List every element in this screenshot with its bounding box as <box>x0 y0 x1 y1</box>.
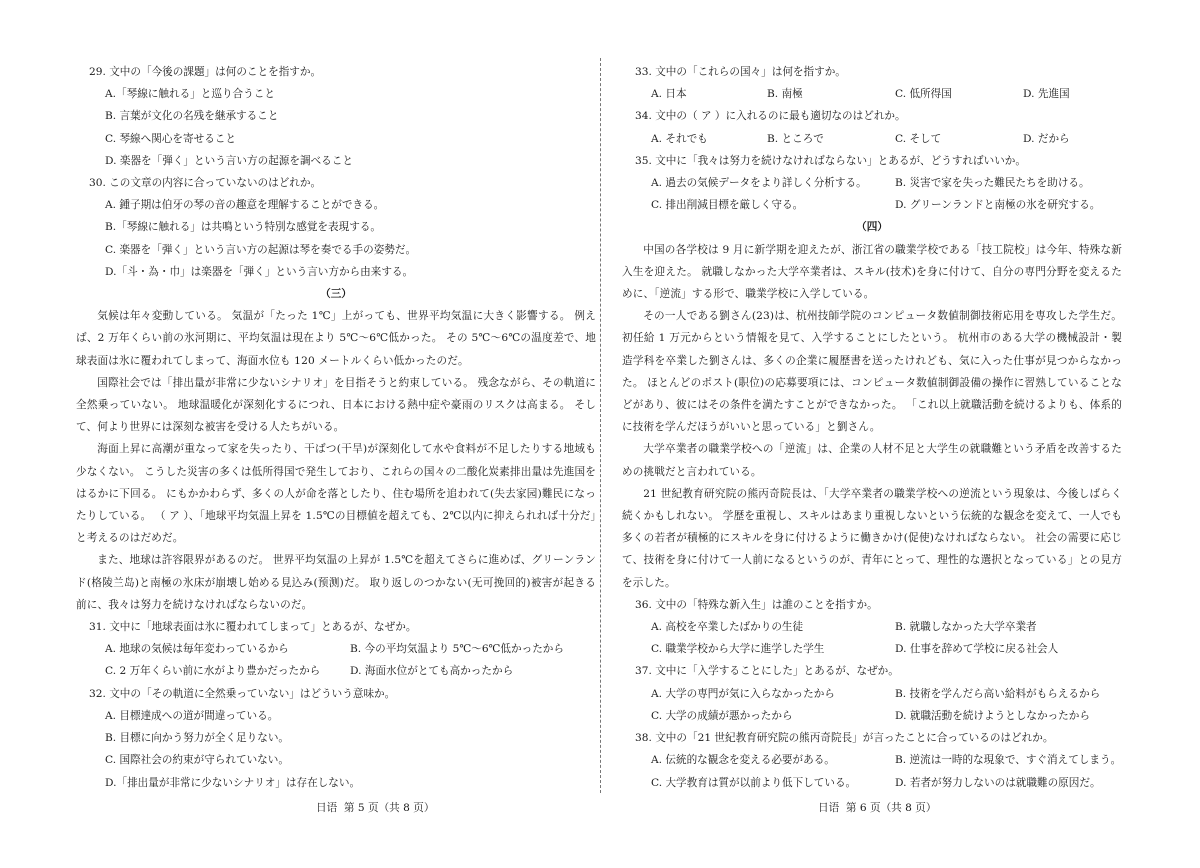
option-34a: A. それでも <box>651 132 708 145</box>
option-36b: B. 就職しなかった大学卒業者 <box>895 621 1037 634</box>
options-35-row-2 <box>622 194 1122 216</box>
passage-3-paragraph-4: また、地球は許容限界があるのだ。 世界平均気温の上昇が 1.5℃を超えてさらに進めば、グリーンランド(格陵兰岛)と南極の氷床が崩壊し始める見込み(预测)だ。 取り返しのつかない(无可挽回的)被害が起きる前に、我々は努力を続けなければならないのだ。 <box>76 554 596 611</box>
option-31c: C. 2 万年くらい前に水がより豊かだったから <box>105 665 321 678</box>
option-38b: B. 逆流は一時的な現象で、すぐ消えてしまう。 <box>895 754 1122 767</box>
passage-3-paragraph-3: 海面上昇に高潮が重なって家を失ったり、干ばつ(干旱)が深刻化して水や食料が不足したりする地域も少なくない。 こうした災害の多くは低所得国で発生しており、これらの国々の二酸化炭素排出量は先進国をはるかに下回る。 にもかかわらず、多くの人が命を落としたり、住む場所を追われて(失去家园)難民になったりしている。 （ ア ）、「地球平均気温上昇を 1.5℃の目標値を超えても、2℃以内に抑えられれば十分だ」と考えるのはだめだ。 <box>76 443 596 545</box>
options-33 <box>622 83 1122 105</box>
options-38-row-2 <box>622 772 1122 794</box>
left-page-column <box>76 0 596 868</box>
passage-4-paragraph-2: その一人である劉さん(23)は、杭州技師学院のコンピュータ数値制御技術応用を専攻した学生だ。初任給 1 万元からという情報を見て、入学することにしたという。 杭州市のある大学の機械設計・製造学科を卒業した劉さんは、多くの企業に履歴書を送ったけれども、気に入った仕事が見つからなかった。 ほとんどのポスト(职位)の応募要項には、コンピュータ数値制御設備の操作に習熟していることなどがあり、彼にはその条件を満たすことができなかった。 「これ以上就職活動を続けるよりも、体系的に技術を学んだほうがいいと思っている」と劉さん。 <box>622 310 1122 434</box>
option-30d: D.「斗・為・巾」は楽器を「弾く」という言い方から由来する。 <box>105 265 414 278</box>
question-29: 29. 文中の「今後の課題」は何のことを指すか。 <box>89 66 322 78</box>
option-29b: B. 言葉が文化の名残を継承すること <box>105 110 279 123</box>
option-32d: D.「排出量が非常に少ないシナリオ」は存在しない。 <box>105 776 361 789</box>
option-31b: B. 今の平均気温より 5℃～6℃低かったから <box>350 643 564 656</box>
question-32: 32. 文中の「その軌道に全然乗っていない」はどういう意味か。 <box>89 687 396 700</box>
option-37c: C. 大学の成績が悪かったから <box>651 709 793 722</box>
option-31d: D. 海面水位がとても高かったから <box>350 665 514 678</box>
option-37d: D. 就職活動を続けようとしなかったから <box>895 709 1090 722</box>
question-36: 36. 文中の「特殊な新入生」は誰のことを指すか。 <box>635 598 878 611</box>
options-31-row-2 <box>76 660 596 682</box>
option-35c: C. 排出削減目標を厳しく守る。 <box>651 199 804 212</box>
option-30c: C. 楽器を「弾く」という言い方の起源は琴を奏でる手の姿勢だ。 <box>105 243 417 256</box>
option-33c: C. 低所得国 <box>895 88 952 101</box>
section-title-4: （四） <box>856 221 888 234</box>
option-29a: A.「琴線に触れる」と巡り合うこと <box>105 88 275 101</box>
option-38a: A. 伝統的な観念を変える必要がある。 <box>651 754 835 767</box>
option-35b: B. 災害で家を失った難民たちを助ける。 <box>895 177 1090 190</box>
option-29d: D. 楽器を「弾く」という言い方の起源を調べること <box>105 154 353 167</box>
page-footer-left: 日语 第 5 页（共 8 页） <box>316 802 435 814</box>
passage-3-paragraph-2: 国際社会では「排出量が非常に少ないシナリオ」を目指そうと約束している。 残念ながら、その軌道に全然乗っていない。 地球温暖化が深刻化するにつれ、日本における熱中症や豪雨のリスクは高まる。 そして、何より世界には深刻な被害を受ける人たちがいる。 <box>76 376 596 434</box>
passage-3-paragraph-1: 気候は年々変動している。 気温が「たった 1℃」上がっても、世界平均気温に大きく影響する。 例えば、2 万年くらい前の氷河期に、平均気温は現在より 5℃～6℃低かった。 その 5℃～6℃の温度差で、地球表面は氷に覆われてしまって、海面水位も 120 メートルくらい低かったのだ。 <box>76 310 596 367</box>
option-33b: B. 南極 <box>767 88 803 101</box>
option-29c: C. 琴線へ関心を寄せること <box>105 132 236 145</box>
option-35a: A. 過去の気候データをより詳しく分析する。 <box>651 177 867 190</box>
option-38d: D. 若者が努力しないのは就職難の原因だ。 <box>895 776 1101 789</box>
passage-4-paragraph-1: 中国の各学校は 9 月に新学期を迎えたが、浙江省の職業学校である「技工院校」は今年、特殊な新入生を迎えた。 就職しなかった大学卒業者は、スキル(技术)を身に付けて、自分の専門分野を変えるために、「逆流」する形で、職業学校に入学している。 <box>622 243 1122 301</box>
option-34c: C. そして <box>895 132 942 145</box>
option-32c: C. 国際社会の約束が守られていない。 <box>105 754 289 767</box>
option-36d: D. 仕事を辞めて学校に戻る社会人 <box>895 643 1059 656</box>
option-30b: B.「琴線に触れる」は共鳴という特別な感覚を表現する。 <box>105 221 381 234</box>
option-34b: B. ところで <box>767 132 824 145</box>
option-36c: C. 職業学校から大学に進学した学生 <box>651 643 825 656</box>
option-32a: A. 目標達成への道が間違っている。 <box>105 709 279 722</box>
passage-4-paragraph-4: 21 世紀教育研究院の熊丙奇院長は、「大学卒業者の職業学校への逆流という現象は、今後しばらく続くかもしれない。 学歴を重視し、スキルはあまり重視しないという伝統的な観念を変えて、一人でも多くの若者が積極的にスキルを身に付けるように働きかけ(促使)なければならない。 社会の需要に応じて、技術を身に付けて一人前になるというのが、青年にとって、理性的な選択となっている」との見方を示した。 <box>622 487 1122 589</box>
option-33d: D. 先進国 <box>1023 88 1070 101</box>
option-30a: A. 鍾子期は伯牙の琴の音の趣意を理解することができる。 <box>105 199 385 212</box>
options-36-row-2 <box>622 638 1122 660</box>
page-footer-right: 日语 第 6 页（共 8 页） <box>818 802 937 814</box>
options-31-row-1 <box>76 638 596 660</box>
question-30: 30. この文章の内容に合っていないのはどれか。 <box>89 177 322 190</box>
option-35d: D. グリーンランドと南極の氷を研究する。 <box>895 199 1101 212</box>
options-34 <box>622 128 1122 150</box>
question-33: 33. 文中の「これらの国々」は何を指すか。 <box>635 66 846 78</box>
options-37-row-2 <box>622 705 1122 727</box>
options-35-row-1 <box>622 172 1122 194</box>
passage-4-paragraph-3: 大学卒業者の職業学校への「逆流」は、企業の人材不足と大学生の就職難という矛盾を改善するための挑戦だと言われている。 <box>622 443 1122 478</box>
option-38c: C. 大学教育は質が以前より低下している。 <box>651 776 857 789</box>
option-33a: A. 日本 <box>651 88 687 101</box>
option-34d: D. だから <box>1023 132 1070 145</box>
option-32b: B. 目標に向かう努力が全く足りない。 <box>105 732 290 745</box>
question-38: 38. 文中の「21 世紀教育研究院の熊丙奇院長」が言ったことに合っているのはどれか。 <box>635 732 1054 745</box>
right-page-column <box>622 0 1122 868</box>
options-36-row-1 <box>622 616 1122 638</box>
question-34: 34. 文中の（ ア ）に入れるのに最も適切なのはどれか。 <box>635 110 906 123</box>
question-37: 37. 文中に「入学することにした」とあるが、なぜか。 <box>635 665 899 678</box>
option-37a: A. 大学の専門が気に入らなかったから <box>651 687 835 700</box>
options-38-row-1 <box>622 749 1122 771</box>
section-title-3: （三） <box>320 288 352 301</box>
option-31a: A. 地球の気候は毎年変わっているから <box>105 643 289 656</box>
option-37b: B. 技術を学んだら高い給料がもらえるから <box>895 687 1101 700</box>
option-36a: A. 高校を卒業したばかりの生徒 <box>651 621 804 634</box>
question-35: 35. 文中に「我々は努力を続けなければならない」とあるが、どうすればいいか。 <box>635 154 1026 167</box>
question-31: 31. 文中に「地球表面は氷に覆われてしまって」とあるが、なぜか。 <box>89 621 417 634</box>
options-37-row-1 <box>622 683 1122 705</box>
column-divider <box>600 58 601 793</box>
